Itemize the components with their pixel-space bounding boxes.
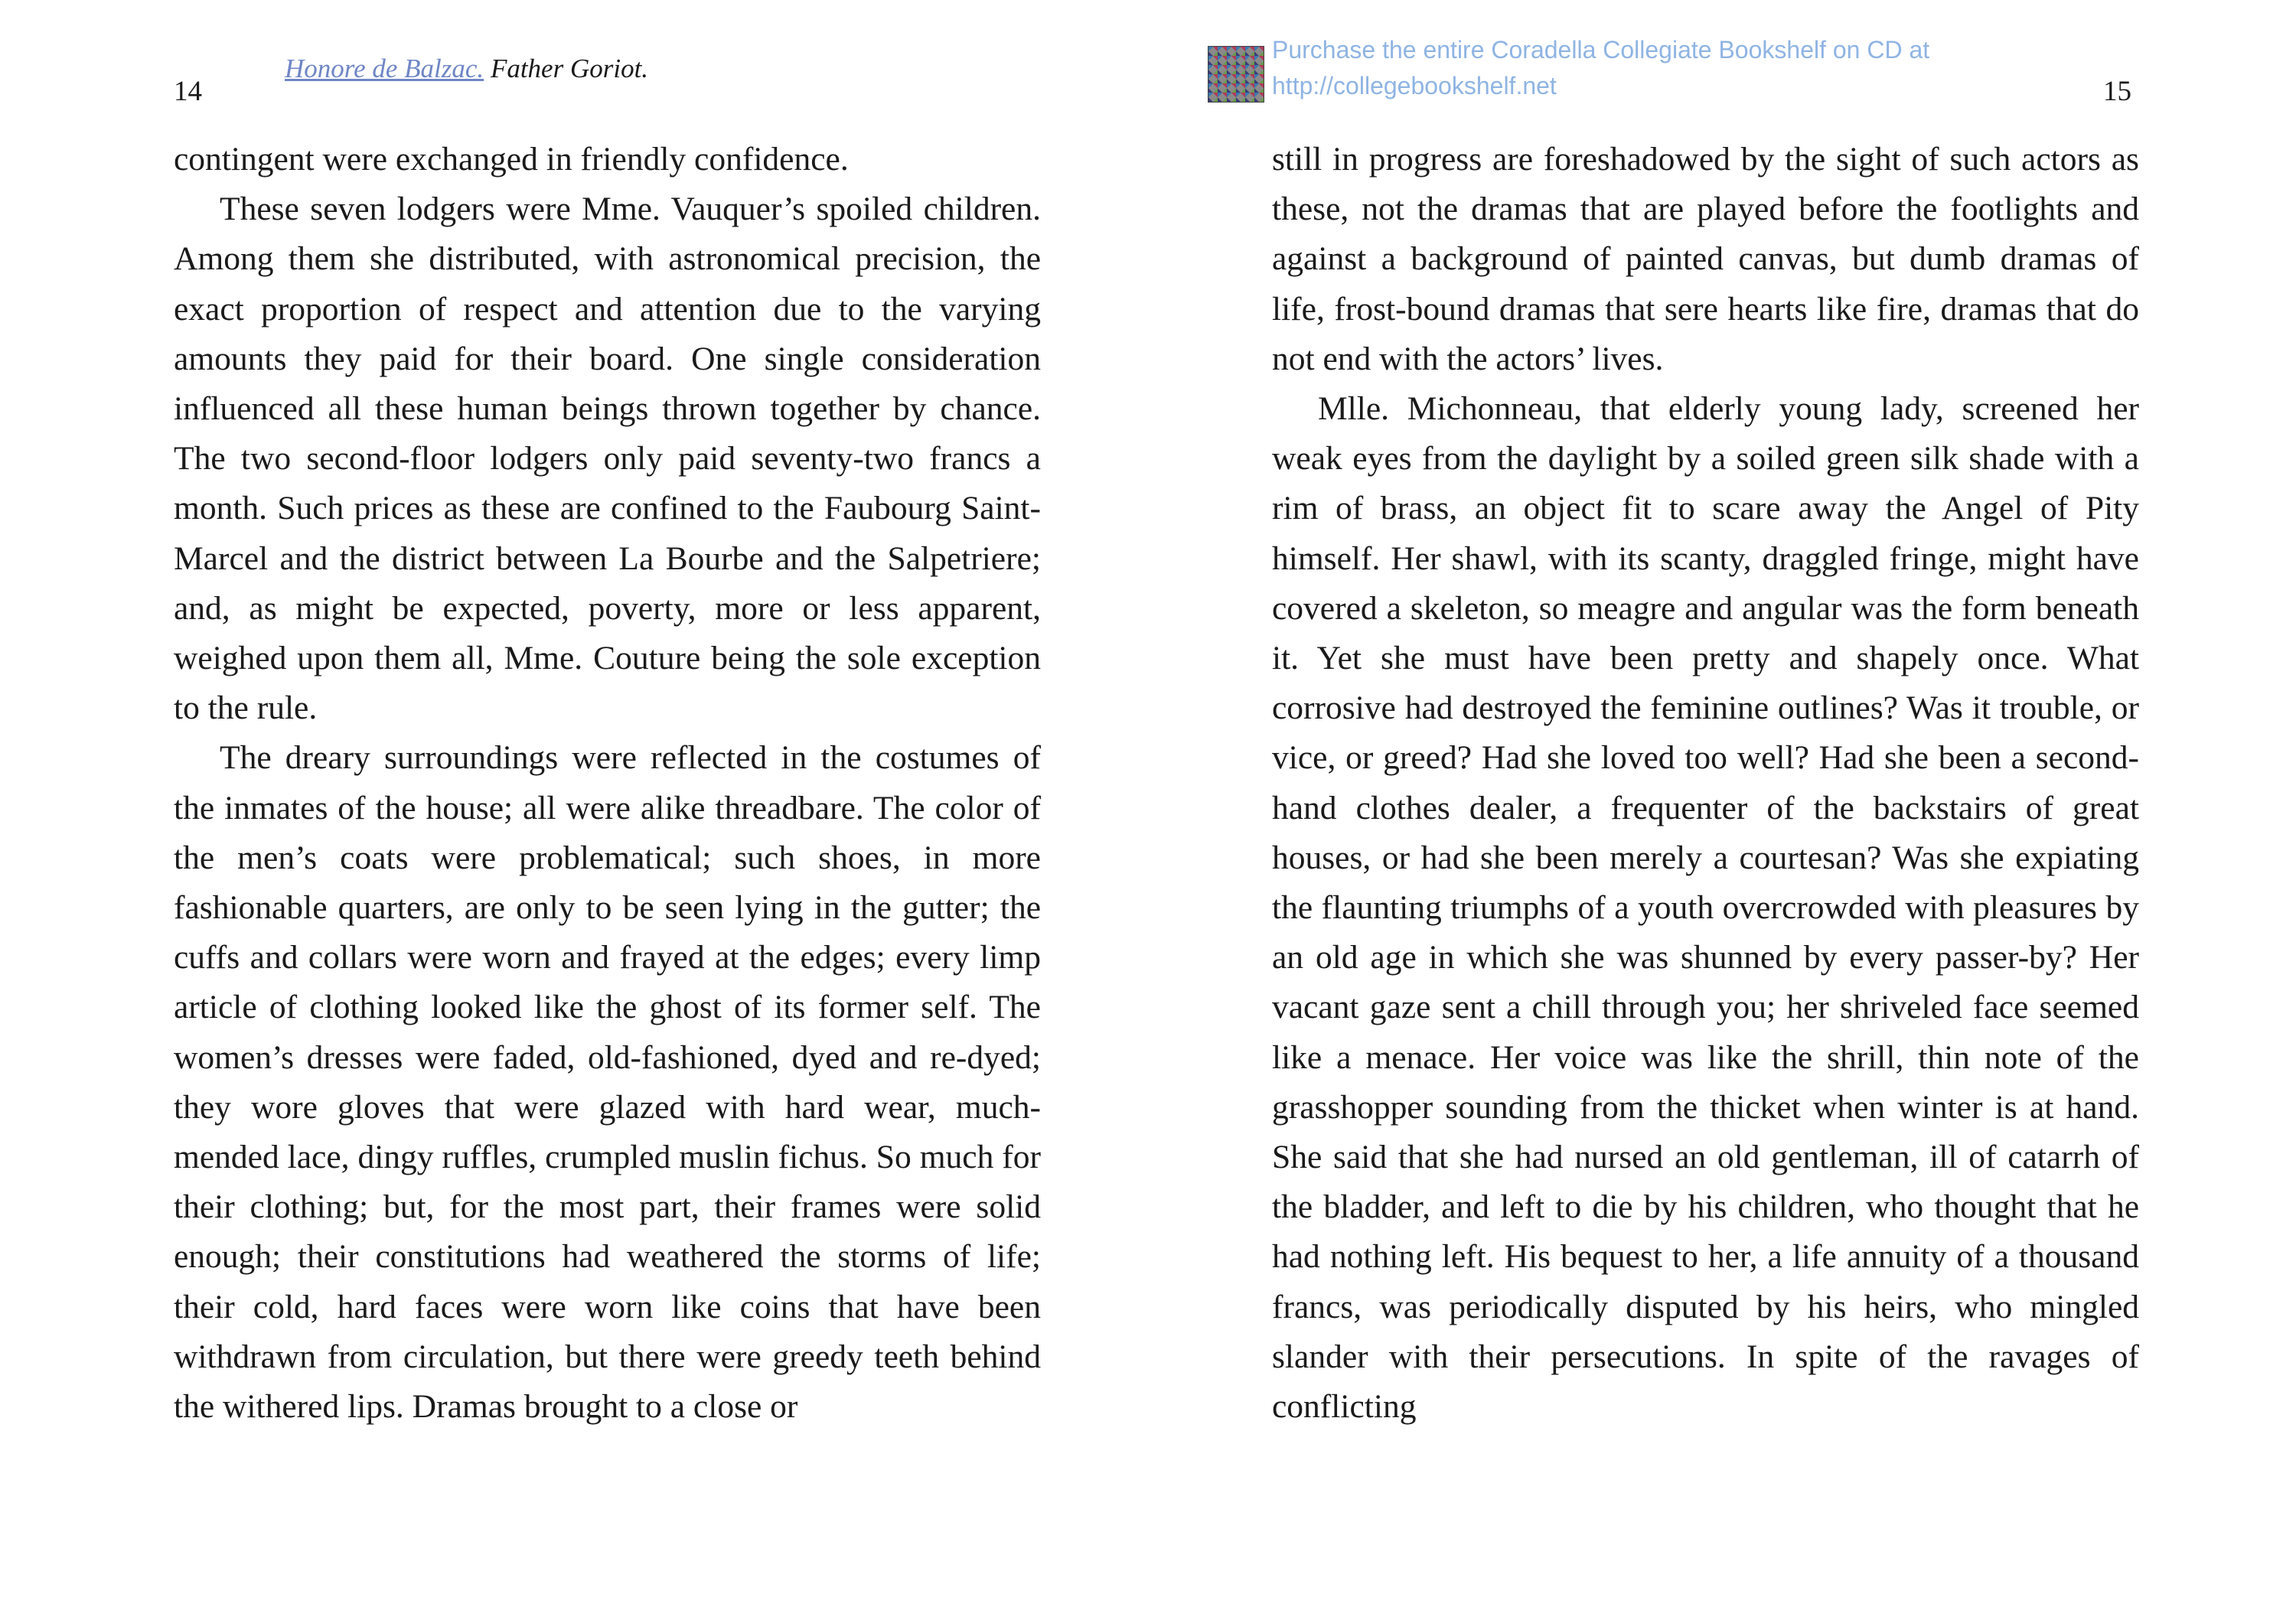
left-page-body [174,135,1041,1432]
purchase-promo-link[interactable] [1208,32,2050,109]
promo-text [1272,32,1929,104]
page-number-left: 14 [174,76,202,107]
promo-line-1: Purchase the entire Coradella Collegiate Bookshelf on CD at [1272,36,1930,64]
paragraph: Mlle. Michonneau, that elderly young lady, screened her weak eyes from the daylight by a soiled green silk shade with a rim of brass, an object fit to scare away the Angel of Pity himself. Her shawl, with its scanty, draggled fringe, might have covered a skeleton, so meagre and angular was the form beneath it. Yet she must have been pretty and shapely once. What corrosive had destroyed the feminine outlines? Was it trouble, or vice, or greed? Had she loved too well? Had she been a second-hand clothes dealer, a frequenter of the backstairs of great houses, or had she been merely a courtesan? Was she expiating the flaunting triumphs of a youth overcrowded with pleasures by an old age in which she was shunned by every passer-by? Her vacant gaze sent a chill through you; her shriveled face seemed like a menace. Her voice was like the shrill, thin note of the grasshopper sounding from the thicket when winter is at hand. She said that she had nursed an old gentleman, ill of catarrh of the bladder, and left to die by his children, who thought that he had nothing left. His bequest to her, a life annuity of a thousand francs, was periodically disputed by his heirs, who mingled slander with their persecutions. In spite of the ravages of conflicting [1272,390,2139,1426]
bookshelf-logo-icon [1208,46,1264,103]
book-title: Father Goriot. [490,54,649,83]
running-head [285,54,648,84]
paragraph: These seven lodgers were Mme. Vauquer’s spoiled children. Among them she distributed, with astronomical precision, the exact proportion of respect and attention due to the varying amounts they paid for their board. One single consideration influenced all these human beings thrown together by chance. The two second-floor lodgers only paid seventy-two francs a month. Such prices as these are confined to the Faubourg Saint-Marcel and the district between La Bourbe and the Salpetriere; and, as might be expected, poverty, more or less apparent, weighed upon them all, Mme. Couture being the sole exception to the rule. [174,191,1041,727]
promo-url: http://collegebookshelf.net [1272,72,1557,99]
right-page [1148,0,2296,1607]
page-number-right: 15 [2103,76,2131,107]
right-page-body [1272,135,2139,1432]
author-link[interactable]: Honore de Balzac. [285,54,484,83]
paragraph: still in progress are foreshadowed by the sight of such actors as these, not the dramas that are played before the footlights and against a background of painted canvas, but dumb dramas of life, frost-bound dramas that sere hearts like fire, dramas that do not end with the actors’ lives. [1272,141,2139,377]
paragraph: contingent were exchanged in friendly confidence. [174,141,849,178]
paragraph: The dreary surroundings were reflected in the costumes of the inmates of the house; all were alike threadbare. The color of the men’s coats were problematical; such shoes, in more fashionable quarters, are only to be seen lying in the gutter; the cuffs and collars were worn and frayed at the edges; every limp article of clothing looked like the ghost of its former self. The women’s dresses were faded, old-fashioned, dyed and re-dyed; they wore gloves that were glazed with hard wear, much-mended lace, dingy ruffles, crumpled muslin fichus. So much for their clothing; but, for the most part, their frames were solid enough; their constitutions had weathered the storms of life; their cold, hard faces were worn like coins that have been withdrawn from circulation, but there were greedy teeth behind the withered lips. Dramas brought to a close or [174,739,1041,1426]
